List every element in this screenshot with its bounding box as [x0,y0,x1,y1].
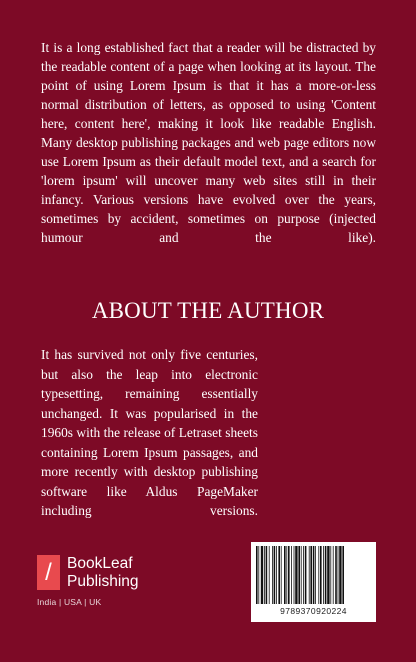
barcode-bar [294,546,295,604]
barcode-bar [327,546,329,604]
barcode-bar [338,546,339,604]
barcode-bar [330,546,331,604]
barcode-bar [335,546,337,604]
barcode-bar [269,546,270,604]
barcode-bar [323,546,324,604]
barcode-bar [320,546,322,604]
barcode-bar [313,546,315,604]
barcode-bar [325,546,327,604]
barcode-bar [256,546,258,604]
barcode-bar [258,546,259,604]
barcode-bar [286,546,287,604]
barcode-bar [310,546,312,604]
barcode-bar [281,546,282,604]
barcode-bar [298,546,300,604]
about-author-heading: ABOUT THE AUTHOR [91,298,325,323]
barcode-bar [301,546,302,604]
barcode-bar [305,546,307,604]
publisher-name-line2: Publishing [67,573,139,590]
logo-slash: / [45,559,52,586]
barcode-bar [309,546,310,604]
author-bio-text: It has survived not only five centuries, but also the leap into electronic typesetting, remaining essentially unchanged. It was popularised in the 1960s with the release of Letraset sheets containing Lorem Ipsum passages, and more recently with desktop publishing software like Aldus PageMaker including versions. [41,347,258,518]
barcode-bar [276,546,277,604]
barcode-bar [291,546,292,604]
barcode-bar [339,546,341,604]
publisher-logo [37,555,197,615]
barcode-bar [278,546,280,604]
barcode-bars-icon [255,546,372,604]
publisher-regions: India | USA | UK [37,597,102,607]
barcode-bar [315,546,316,604]
barcode-bar [266,546,268,604]
barcode-bar [261,546,263,604]
barcode-bar [295,546,297,604]
barcode-bar [318,546,319,604]
barcode-bar [342,546,344,604]
blurb-text: It is a long established fact that a reader will be distracted by the readable content of a page when looking at its layout. The point of using Lorem Ipsum is that it has a more-or-less normal distribution of letters, as opposed to using 'Content here, content here', making it look like readable English. Many desktop publishing packages and web page editors now use Lorem Ipsum as their default model text, and a search for 'lorem ipsum' will uncover many web sites still in their infancy. Various versions have evolved over the years, sometimes by accident, sometimes on purpose (injected humour and the like). [41,40,376,245]
barcode [251,542,376,622]
barcode-bar [264,546,265,604]
barcode-bar [333,546,334,604]
barcode-bar [288,546,290,604]
barcode-bar [303,546,304,604]
barcode-bar [274,546,276,604]
barcode-bar [284,546,286,604]
isbn-number: 9789370920224 [280,606,347,616]
publisher-name-line1: BookLeaf [67,555,133,572]
barcode-bar [272,546,273,604]
